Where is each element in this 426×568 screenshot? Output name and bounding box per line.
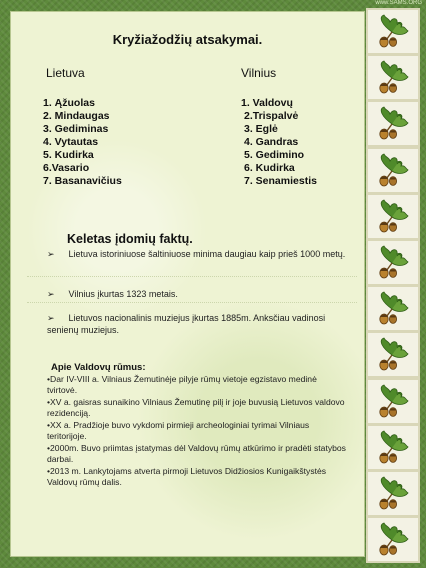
oak-leaf-acorn-icon [366, 470, 420, 517]
oak-leaf-acorn-icon [366, 378, 420, 425]
oak-leaf-acorn-icon [366, 54, 420, 101]
oak-leaf-acorn-icon [366, 193, 420, 240]
fact-item: ➢ Lietuvos nacionalinis muziejus įkurtas 1885m. Anksčiau vadinosi senienų muziejus. [47, 313, 326, 335]
fact-item: ➢ Lietuva istoriniuose šaltiniuose minima daugiau kaip prieš 1000 metų. [47, 249, 346, 259]
vilnius-answers [241, 97, 317, 188]
list-item: 3. Gediminas [43, 123, 109, 135]
oak-leaf-acorn-icon [366, 516, 420, 563]
arrow-bullet-icon: ➢ [47, 289, 55, 299]
valdovu-heading: Apie Valdovų rūmus: [51, 362, 146, 373]
list-item: •2013 m. Lankytojams atverta pirmoji Lietuvos Didžiosios Kunigaikštystės Valdovų rūmų dalis. [47, 465, 327, 487]
list-item: 4. Gandras [244, 136, 299, 148]
list-item: 7. Basanavičius [43, 175, 122, 187]
list-item: 6. Kudirka [244, 162, 295, 174]
divider [27, 302, 357, 303]
facts-heading: Keletas įdomių faktų. [67, 232, 193, 246]
list-item: 6.Vasario [43, 162, 90, 174]
oak-leaf-acorn-icon [366, 8, 420, 55]
fact-item: ➢ Vilnius įkurtas 1323 metais. [47, 289, 178, 299]
page-title: Kryžiažodžių atsakymai. [112, 32, 263, 47]
list-item: •2000m. Buvo priimtas įstatymas dėl Valdovų rūmų atkūrimo ir pradėti statybos darbai. [47, 442, 346, 464]
oak-leaf-acorn-icon [366, 147, 420, 194]
lietuva-heading: Lietuva [46, 66, 85, 80]
oak-leaf-acorn-icon [366, 285, 420, 332]
list-item: 4. Vytautas [43, 136, 99, 148]
watermark: www.SAMS.ORG [375, 0, 422, 6]
valdovu-list [47, 374, 347, 489]
list-item: 5. Kudirka [43, 149, 94, 161]
list-item: 3. Eglė [244, 123, 278, 135]
oak-leaf-acorn-icon [366, 331, 420, 378]
vilnius-heading: Vilnius [241, 66, 277, 80]
list-item: 2.Trispalvė [244, 110, 299, 122]
oak-leaf-acorn-icon [366, 100, 420, 147]
oak-leaf-acorn-icon [366, 239, 420, 286]
list-item: •XX a. Pradžioje buvo vykdomi pirmieji archeologiniai tyrimai Vilniaus teritorijoje. [47, 419, 310, 442]
list-item: 1. Ąžuolas [43, 97, 95, 109]
list-item: •XV a. gaisras sunaikino Vilniaus Žemutinę pilį ir joje buvusią Lietuvos valdovo rezidenciją. [47, 396, 345, 419]
list-item: 5. Gedimino [244, 149, 305, 161]
oak-leaf-acorn-icon [366, 424, 420, 471]
divider [27, 276, 357, 277]
arrow-bullet-icon: ➢ [47, 249, 55, 259]
arrow-bullet-icon: ➢ [47, 313, 55, 323]
list-item: 1. Valdovų [241, 97, 293, 109]
lietuva-answers [43, 97, 122, 188]
document-page [10, 11, 365, 557]
list-item: 7. Senamiestis [244, 175, 317, 187]
list-item: 2. Mindaugas [43, 110, 110, 122]
list-item: •Dar IV-VIII a. Vilniaus Žemutinėje pilyje rūmų vietoje egzistavo medinė tvirtovė. [47, 374, 317, 396]
